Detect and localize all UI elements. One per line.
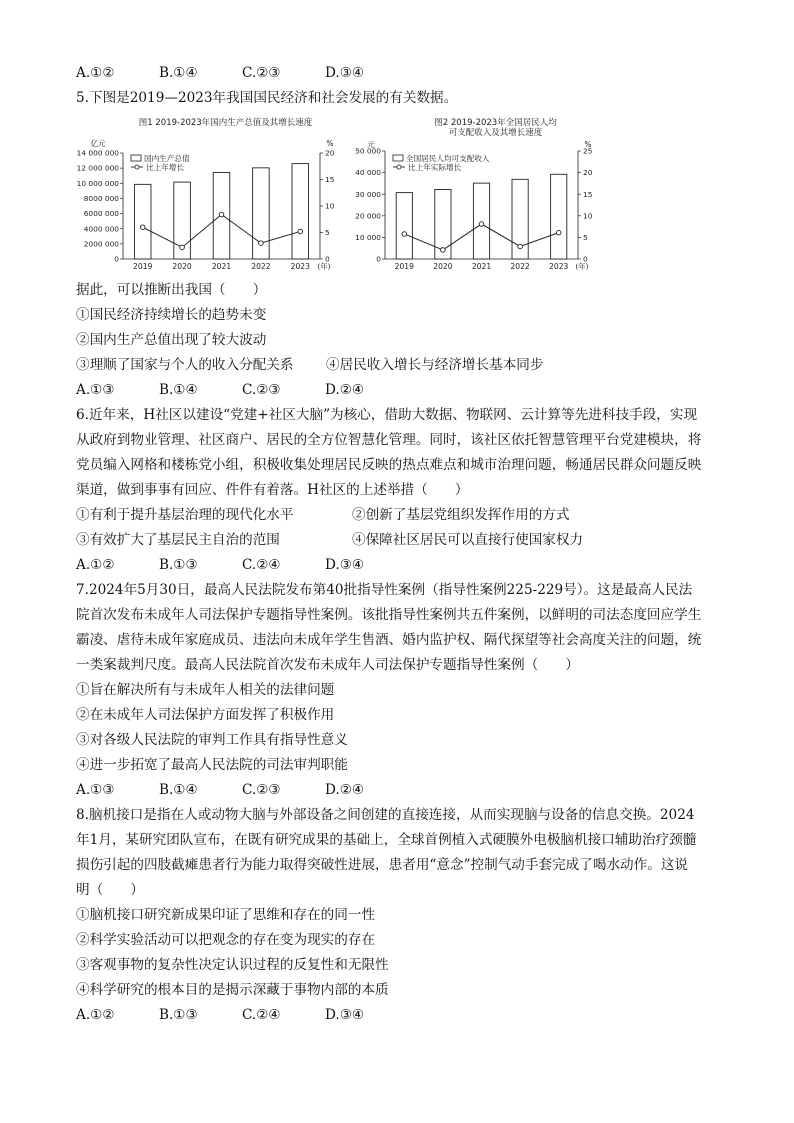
q5-stem: 5.下图是2019—2023年我国国民经济和社会发展的有关数据。 — [76, 90, 458, 106]
x-tick-label: 2019 — [394, 262, 414, 271]
q7-item-2: ②在未成年人司法保护方面发挥了积极作用 — [76, 707, 335, 723]
growth-point-2020 — [180, 245, 185, 250]
q8-line-4: 明（ ） — [76, 882, 144, 898]
q8-item-3: ③客观事物的复杂性决定认识过程的反复性和无限性 — [76, 957, 389, 973]
right-tick-label: 10 — [583, 211, 593, 221]
legend-bar-swatch — [393, 155, 403, 161]
left-tick-label: 40 000 — [355, 168, 381, 178]
left-tick-label: 10 000 000 — [76, 178, 119, 188]
option-d[interactable]: D.②④ — [325, 782, 365, 798]
q8-item-1: ①脑机接口研究新成果印证了思维和存在的同一性 — [76, 907, 376, 923]
legend-line-marker — [135, 165, 139, 169]
growth-point-2022 — [518, 244, 523, 249]
q8-line-1: 8.脑机接口是指在人或动物大脑与外部设备之间创建的直接连接，从而实现脑与设备的信息交换。2024 — [76, 807, 695, 823]
bar-2023 — [292, 164, 309, 259]
legend-bar-swatch — [131, 155, 141, 161]
q7-line-1: 7.2024年5月30日，最高人民法院发布第40批指导性案例（指导性案例225-229号）。这是最高人民法 — [76, 582, 693, 598]
chart-income — [345, 116, 605, 276]
option-c[interactable]: C.②③ — [242, 782, 281, 798]
q6-item-2: ②创新了基层党组织发挥作用的方式 — [352, 507, 570, 523]
left-tick-label: 50 000 — [355, 146, 381, 156]
q5-item-3: ③理顺了国家与个人的收入分配关系 — [76, 357, 294, 373]
right-axis-unit: % — [584, 140, 592, 149]
option-d[interactable]: D.③④ — [325, 1007, 365, 1023]
legend-line-label: 比上年增长 — [146, 163, 184, 172]
option-c[interactable]: C.②③ — [242, 65, 281, 81]
option-b[interactable]: B.①④ — [159, 65, 198, 81]
x-tick-label: 2020 — [172, 262, 192, 271]
q6-item-4: ④保障社区居民可以直接行使国家权力 — [352, 532, 584, 548]
bar-2019 — [134, 184, 151, 259]
chart-title-line: 图2 2019-2023年全国居民人均 — [434, 118, 557, 128]
q7-item-4: ④进一步拓宽了最高人民法院的司法审判职能 — [76, 757, 348, 773]
option-a[interactable]: A.①③ — [76, 382, 115, 398]
option-c[interactable]: C.②④ — [242, 1007, 281, 1023]
option-b[interactable]: B.①③ — [159, 557, 198, 573]
q5-item-2: ②国内生产总值出现了较大波动 — [76, 332, 267, 348]
right-tick-label: 5 — [583, 233, 588, 242]
right-tick-label: 25 — [583, 146, 593, 156]
q7-line-2: 院首次发布未成年人司法保护专题指导性案例。该批指导性案例共五件案例，以鲜明的司法态度回应学生 — [76, 607, 702, 623]
left-tick-label: 10 000 — [355, 233, 381, 242]
q7-options — [76, 781, 408, 799]
left-tick-label: 2000 000 — [83, 239, 119, 249]
q6-line-4: 渠道，做到事事有回应、件件有着落。H社区的上述举措（ ） — [76, 482, 469, 498]
growth-point-2019 — [140, 225, 145, 230]
legend-line-marker — [397, 165, 401, 169]
right-tick-label: 0 — [583, 254, 588, 264]
x-tick-label: 2019 — [133, 262, 153, 271]
option-d[interactable]: D.③④ — [325, 65, 365, 81]
option-d[interactable]: D.③④ — [325, 557, 365, 573]
x-tick-label: 2023 — [290, 262, 310, 271]
q6-line-3: 党员编入网格和楼栋党小组，积极收集处理居民反映的热点难点和城市治理问题，畅通居民群众问题反映 — [76, 457, 702, 473]
x-tick-label: 2023 — [549, 262, 569, 271]
right-tick-label: 15 — [583, 189, 593, 199]
option-a[interactable]: A.①② — [76, 1007, 115, 1023]
q5-item-4: ④居民收入增长与经济增长基本同步 — [326, 357, 544, 373]
q5-item-1: ①国民经济持续增长的趋势未变 — [76, 307, 267, 323]
option-d[interactable]: D.②④ — [325, 382, 365, 398]
left-axis-unit: 元 — [367, 140, 375, 149]
left-tick-label: 30 000 — [355, 189, 381, 199]
left-tick-label: 0 — [114, 254, 119, 264]
q7-line-3: 霸凌、虐待未成年家庭成员、违法向未成年学生售酒、婚内监护权、隔代探望等社会高度关注的问题，统 — [76, 632, 702, 648]
legend-bar-label: 国内生产总值 — [144, 154, 190, 163]
left-tick-label: 0 — [376, 254, 381, 264]
q6-line-1: 6.近年来，H社区以建设“党建+社区大脑”为核心，借助大数据、物联网、云计算等先进科技手段，实现 — [76, 407, 698, 423]
q4-options — [76, 64, 408, 82]
q7-item-3: ③对各级人民法院的审判工作具有指导性意义 — [76, 732, 348, 748]
q5-question: 据此，可以推断出我国（ ） — [76, 282, 267, 298]
x-axis-unit: (年) — [317, 262, 331, 271]
right-tick-label: 0 — [325, 254, 330, 264]
right-tick-label: 20 — [325, 148, 335, 158]
q6-item-3: ③有效扩大了基层民主自治的范围 — [76, 532, 280, 548]
option-a[interactable]: A.①② — [76, 557, 115, 573]
chart-title-line: 可支配收入及其增长速度 — [448, 128, 543, 138]
x-tick-label: 2021 — [211, 262, 232, 271]
left-axis-unit: 亿元 — [90, 139, 106, 148]
x-tick-label: 2022 — [251, 262, 271, 271]
q8-line-3: 损伤引起的四肢截瘫患者行为能力取得突破性进展，患者用“意念”控制气动手套完成了喝水动作。这说 — [76, 857, 689, 873]
option-b[interactable]: B.①④ — [159, 782, 198, 798]
growth-point-2020 — [441, 248, 446, 253]
x-tick-label: 2020 — [433, 262, 453, 271]
q6-options — [76, 556, 408, 574]
option-c[interactable]: C.②③ — [242, 382, 281, 398]
growth-point-2021 — [219, 212, 224, 217]
q8-item-2: ②科学实验活动可以把观念的存在变为现实的存在 — [76, 932, 376, 948]
chart-gdp — [70, 116, 340, 276]
growth-point-2022 — [259, 241, 264, 246]
right-tick-label: 15 — [325, 175, 335, 185]
q6-item-1: ①有利于提升基层治理的现代化水平 — [76, 507, 294, 523]
left-tick-label: 6000 000 — [83, 209, 119, 219]
chart-title: 图1 2019-2023年国内生产总值及其增长速度 — [138, 118, 313, 128]
growth-point-2023 — [556, 230, 561, 235]
right-axis-unit: % — [326, 139, 334, 148]
right-tick-label: 20 — [583, 168, 593, 178]
right-tick-label: 5 — [325, 228, 330, 238]
option-b[interactable]: B.①④ — [159, 382, 198, 398]
option-a[interactable]: A.①③ — [76, 782, 115, 798]
q8-line-2: 年1月，某研究团队宣布，在既有研究成果的基础上，全球首例植入式硬膜外电极脑机接口辅助治疗颈髓 — [76, 832, 697, 848]
q7-item-1: ①旨在解决所有与未成年人相关的法律问题 — [76, 682, 335, 698]
q7-line-4: 一类案裁判尺度。最高人民法院首次发布未成年人司法保护专题指导性案例（ ） — [76, 657, 579, 673]
q5-options — [76, 381, 408, 399]
q6-line-2: 从政府到物业管理、社区商户、居民的全方位智慧化管理。同时，该社区依托智慧管理平台党建模块，将 — [76, 432, 702, 448]
left-tick-label: 20 000 — [355, 211, 381, 221]
left-tick-label: 12 000 000 — [76, 163, 119, 173]
x-tick-label: 2021 — [471, 262, 492, 271]
growth-point-2019 — [402, 232, 407, 237]
x-tick-label: 2022 — [510, 262, 530, 271]
left-tick-label: 4000 000 — [83, 224, 119, 234]
x-axis-unit: (年) — [575, 262, 589, 271]
option-b[interactable]: B.①③ — [159, 1007, 198, 1023]
bar-2021 — [473, 183, 489, 259]
q8-options — [76, 1006, 408, 1024]
option-c[interactable]: C.②④ — [242, 557, 281, 573]
option-a[interactable]: A.①② — [76, 65, 115, 81]
growth-point-2021 — [479, 222, 484, 227]
legend-line-label: 比上年实际增长 — [408, 163, 462, 172]
legend-bar-label: 全国居民人均可支配收入 — [406, 154, 490, 163]
growth-point-2023 — [298, 229, 303, 234]
left-tick-label: 14 000 000 — [76, 148, 119, 158]
right-tick-label: 10 — [325, 201, 335, 211]
bar-2019 — [396, 193, 412, 259]
q8-item-4: ④科学研究的根本目的是揭示深藏于事物内部的本质 — [76, 982, 389, 998]
bar-2023 — [551, 174, 567, 259]
left-tick-label: 8000 000 — [83, 194, 119, 204]
